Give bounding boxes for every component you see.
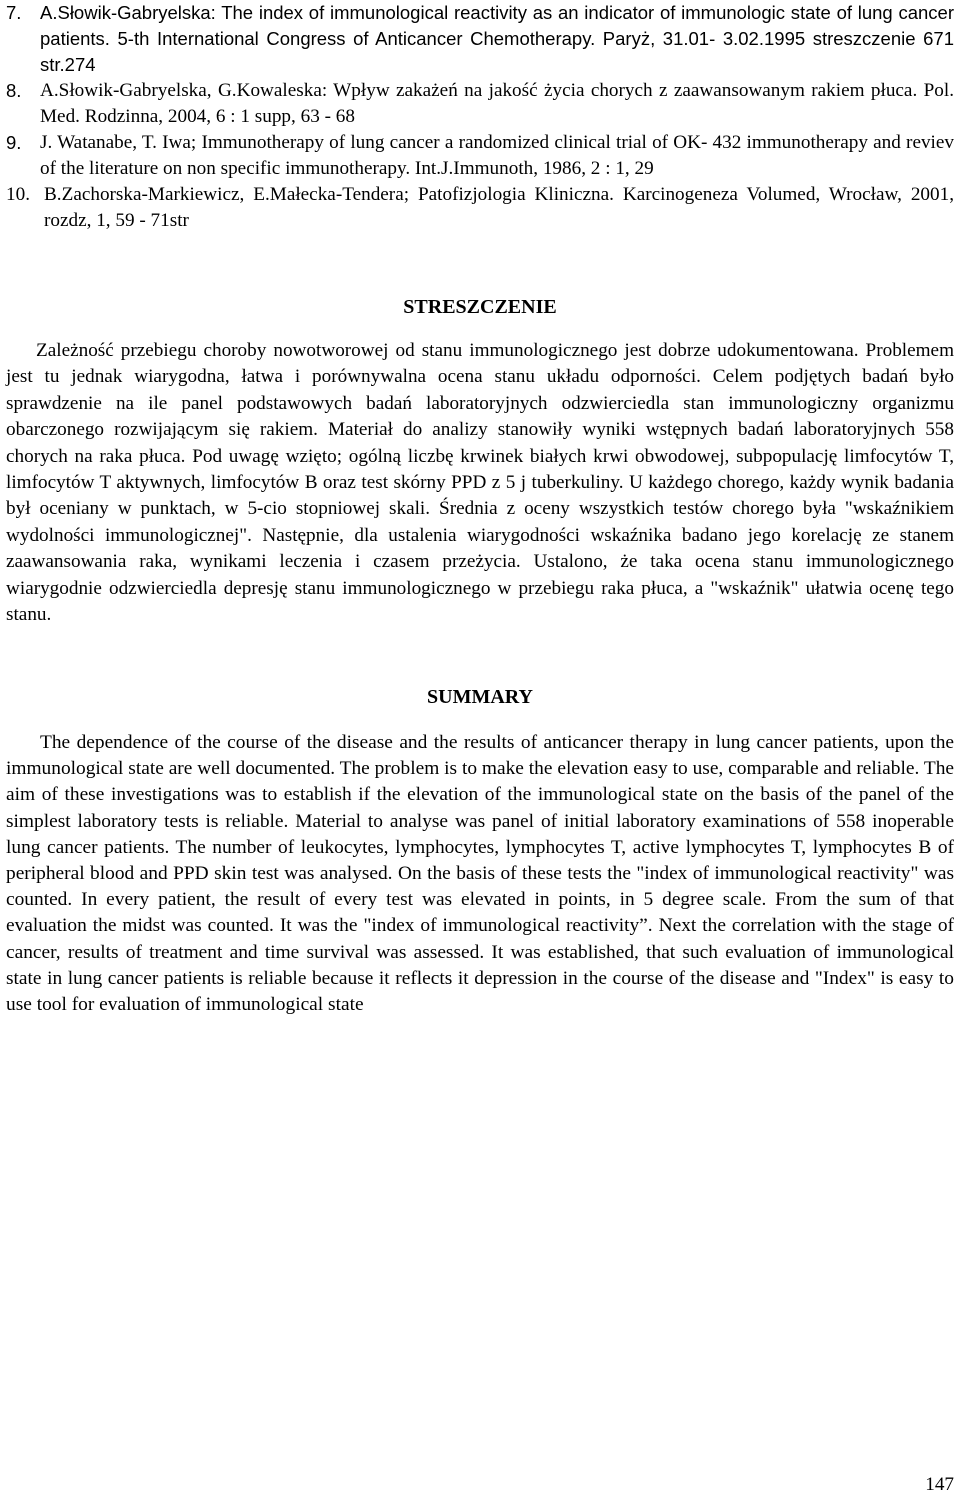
summary-body: The dependence of the course of the disease and the results of anticancer therapy in lung cancer patients, upon the immunological state are well documented. The problem is to make the elevation easy to use, comparable and reliable. The aim of these investigations was to establish if the elevation of the immunological state on the basis of the panel of the simplest laboratory tests is reliable. Material to analyse was panel of initial laboratory examinations of 558 inoperable lung cancer patients. The number of leukocytes, lymphocytes, lymphocytes T, active lymphocytes T, lymphocytes B of peripheral blood and PPD skin test was analysed. On the basis of these tests the "index of immunological reactivity" was counted. In every patient, the result of every test was elevated in points, in 5 degree scale. From the sum of that evaluation the midst was counted. It was the "index of immunological reactivity”. Next the correlation with the stage of cancer, results of treatment and time survival was assessed. It was established, that such evaluation of immunological state in lung cancer patients is reliable because it reflects it depression in the course of the disease and "Index" is easy to use tool for evaluation of immunological state bbox=[6, 732, 954, 1016]
reference-item bbox=[6, 182, 954, 234]
reference-number: 10. bbox=[6, 184, 30, 205]
streszczenie-body: Zależność przebiegu choroby nowotworowej od stanu immunologicznego jest dobrze udokumentowana. Problemem jest tu jednak wiarygodna, łatwa i porównywalna ocena stanu układu odporności. Celem podjętych badań było sprawdzenie na ile panel podstawowych badań laboratoryjnych odzwierciedla stan immunologiczny organizmu obarczonego rozwijającym się rakiem. Materiał do analizy stanowiły wyniki wstępnych badań laboratoryjnych 558 chorych na raka płuca. Pod uwagę wzięto; ogólną liczbę krwinek białych krwi obwodowej, subpopulację limfocytów T, limfocytów T aktywnych, limfocytów B oraz test skórny PPD z 5 j tuberkuliny. U każdego chorego, każdy wynik badania był oceniany w punktach, w 5-cio stopniowej skali. Średnia z oceny wszystkich testów chorego była "wskaźnikiem wydolności immunologicznej". Następnie, dla ustalenia wiarygodności wskaźnika badano jego korelację ze stanem zaawansowania raka, wynikami leczenia i czasem przeżycia. Ustalono, że taka ocena stanu immunologicznego wiarygodnie odzwierciedla depresję stanu immunologicznego w przebiegu raka płuca, a "wskaźnik" ułatwia ocenę tego stanu. bbox=[6, 340, 954, 626]
reference-number: 9. bbox=[6, 132, 22, 153]
reference-text: J. Watanabe, T. Iwa; Immunotherapy of lung cancer a randomized clinical trial of OK- 432 immunotherapy and reviev of the literature on non specific immunotherapy. Int.J.Immunoth, 1986, 2 : 1, 29 bbox=[40, 132, 954, 179]
page-number: 147 bbox=[925, 1474, 954, 1495]
reference-number: 8. bbox=[6, 80, 22, 101]
streszczenie-heading: STRESZCZENIE bbox=[403, 296, 557, 318]
summary-heading: SUMMARY bbox=[427, 686, 533, 708]
reference-item bbox=[6, 0, 954, 78]
reference-text: A.Słowik-Gabryelska, G.Kowaleska: Wpływ zakażeń na jakość życia chorych z zaawansowanym rakiem płuca. Pol. Med. Rodzinna, 2004, 6 : 1 supp, 63 - 68 bbox=[40, 80, 954, 127]
reference-number: 7. bbox=[6, 2, 22, 23]
reference-text: B.Zachorska-Markiewicz, E.Małecka-Tendera; Patofizjologia Kliniczna. Karcinogeneza Volumed, Wrocław, 2001, rozdz, 1, 59 - 71str bbox=[44, 184, 954, 231]
reference-list bbox=[6, 0, 954, 234]
reference-text: A.Słowik-Gabryelska: The index of immunological reactivity as an indicator of immunologic state of lung cancer patients. 5-th International Congress of Anticancer Chemotherapy. Paryż, 31.01- 3.02.1995 streszczenie 671 str.274 bbox=[40, 2, 954, 75]
reference-item bbox=[6, 130, 954, 182]
reference-item bbox=[6, 78, 954, 130]
